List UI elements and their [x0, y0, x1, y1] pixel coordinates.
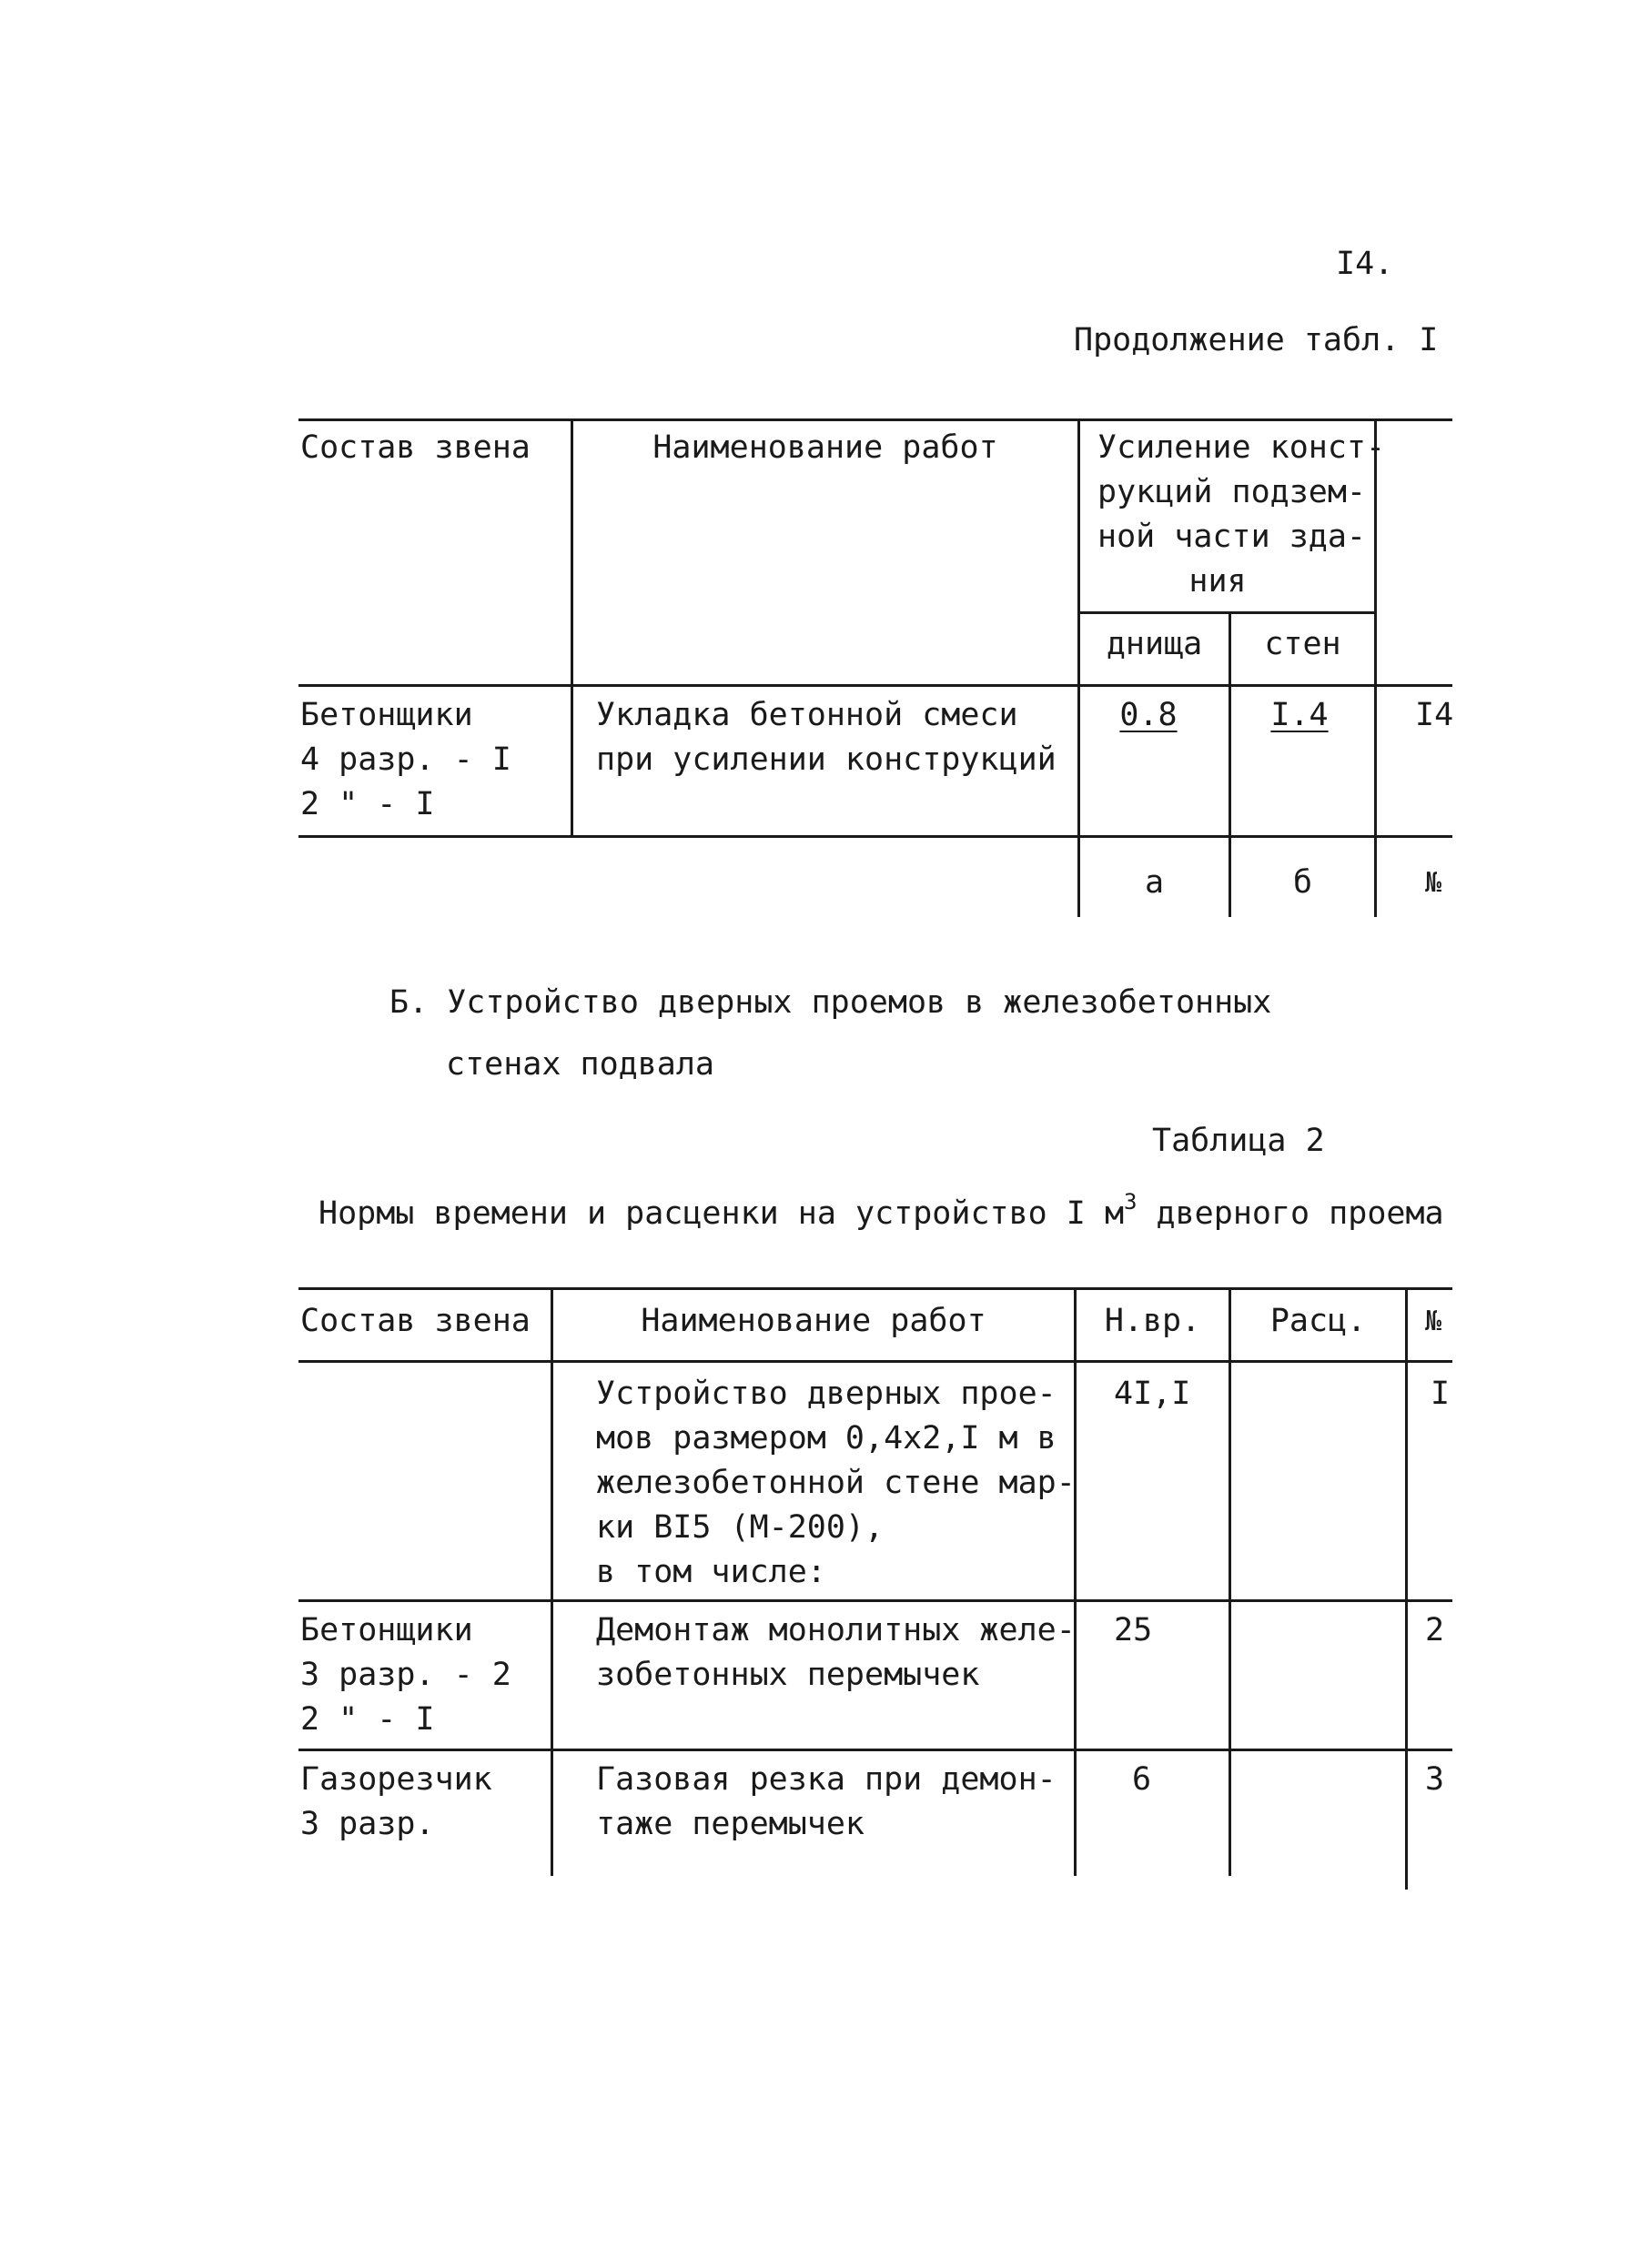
table-rule — [571, 418, 573, 837]
header-rate: Расц. — [1269, 1303, 1367, 1339]
table-rule — [298, 1749, 1452, 1751]
table-2-label: Таблица 2 — [1152, 1123, 1325, 1159]
header-line: ния — [1188, 563, 1247, 600]
work-line: Укладка бетонной смеси — [596, 697, 1018, 733]
composition-line: 4 разр. - I — [300, 741, 511, 778]
work-line: железобетонной стене мар- — [596, 1465, 1076, 1501]
composition-line: Бетонщики — [300, 1612, 473, 1648]
header-walls: стен — [1264, 626, 1341, 662]
work-cell — [596, 1372, 1076, 1595]
work-line: при усилении конструкций — [596, 741, 1057, 778]
composition-line: Газорезчик — [300, 1761, 492, 1798]
row-number: I4 — [1415, 697, 1454, 733]
work-line: Демонтаж монолитных желе- — [596, 1612, 1076, 1648]
work-cell — [596, 693, 1057, 782]
table-rule — [1405, 1287, 1408, 1890]
value-walls: I.4 — [1270, 697, 1329, 733]
section-b-title-cont: стенах подвала — [446, 1046, 715, 1083]
table-rule — [298, 1599, 1452, 1602]
table-rule — [298, 1360, 1452, 1363]
time-value: 4I,I — [1114, 1376, 1191, 1412]
work-line: Газовая резка при демон- — [596, 1761, 1057, 1798]
work-line: ки BI5 (М-200), — [596, 1509, 885, 1546]
caption-text: Нормы времени и расценки на устройство I м — [319, 1195, 1125, 1232]
table-rule — [298, 684, 1452, 687]
footer-num: № — [1425, 867, 1442, 899]
section-b-title: Б. Устройство дверных проемов в железобетонных — [389, 984, 1272, 1021]
work-line: в том числе: — [596, 1554, 826, 1590]
page-number: I4. — [1336, 246, 1394, 282]
row-number: 3 — [1425, 1761, 1445, 1798]
header-line: Усиление конст- — [1097, 429, 1386, 466]
table-rule — [298, 1287, 1452, 1290]
header-num: № — [1425, 1305, 1442, 1337]
work-cell — [596, 1758, 1057, 1847]
table-rule — [298, 418, 1452, 421]
header-composition: Состав звена — [300, 429, 531, 466]
caption-superscript: 3 — [1124, 1189, 1138, 1215]
time-value: 25 — [1114, 1612, 1153, 1648]
header-time: Н.вр. — [1104, 1303, 1201, 1339]
work-line: мов размером 0,4х2,I м в — [596, 1420, 1057, 1457]
work-line: таже перемычек — [596, 1806, 865, 1842]
table-2-caption — [319, 1189, 1444, 1235]
row-number: 2 — [1425, 1612, 1445, 1648]
composition-line: 2 " - I — [300, 1701, 435, 1738]
table-rule — [1077, 418, 1080, 917]
footer-a: а — [1144, 864, 1165, 901]
work-cell — [596, 1608, 1076, 1698]
caption-tail: дверного проема — [1137, 1195, 1444, 1232]
header-bottom: днища — [1106, 626, 1203, 662]
composition-line: Бетонщики — [300, 697, 473, 733]
composition-cell — [300, 693, 511, 827]
header-composition: Состав звена — [300, 1303, 531, 1339]
header-reinforcement-group — [1081, 426, 1386, 604]
row-number: I — [1431, 1376, 1451, 1412]
header-work: Наименование работ — [641, 1303, 986, 1339]
header-line: ной части зда- — [1097, 519, 1367, 555]
work-line: Устройство дверных прое- — [596, 1376, 1057, 1412]
table-rule — [551, 1287, 553, 1876]
time-value: 6 — [1132, 1761, 1152, 1798]
continuation-label: Продолжение табл. I — [1074, 322, 1439, 358]
header-line: рукций подзем- — [1097, 474, 1367, 510]
table-rule — [1229, 1287, 1231, 1876]
work-line: зобетонных перемычек — [596, 1657, 980, 1693]
composition-line: 2 " - I — [300, 786, 435, 822]
composition-cell — [300, 1758, 492, 1847]
footer-b: б — [1292, 864, 1313, 901]
header-work: Наименование работ — [652, 429, 998, 466]
composition-line: 3 разр. - 2 — [300, 1657, 511, 1693]
table-rule — [1077, 611, 1374, 614]
composition-line: 3 разр. — [300, 1806, 435, 1842]
value-bottom: 0.8 — [1119, 697, 1178, 733]
composition-cell — [300, 1608, 511, 1742]
table-rule — [298, 835, 1452, 838]
